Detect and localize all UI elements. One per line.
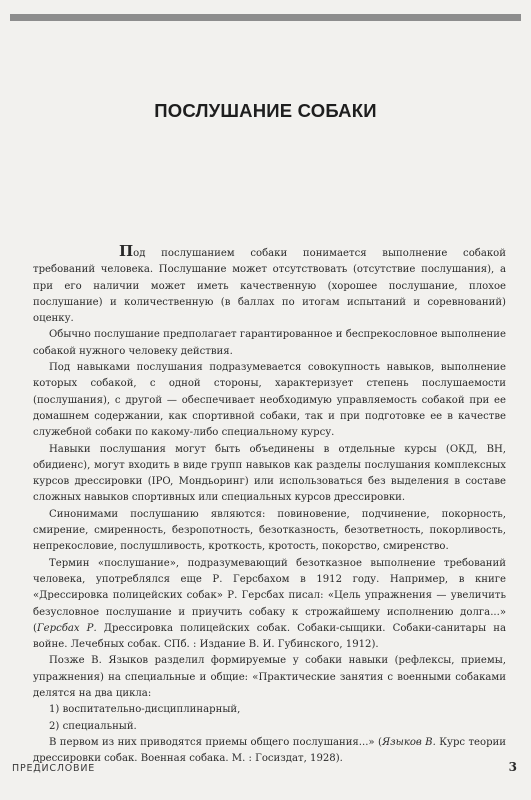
paragraph-6-text: Термин «послушание», подразумевающий безотказное выполнение требований человека, употреблялся еще Р. Герсбахом в 1912 году. Например, в книге «Дрессировка полицейских собак» Р. Герсбах писал: «Цель упражнения — увеличить безусловное послушание и приучить собаку к строжайшему исполнению долга...» (	[33, 557, 506, 634]
paragraph-1-text: од послушанием собаки понимается выполнение собакой требований человека. Послушание может отсутствовать (отсутствие послушания), а при его наличии может иметь качественную (хорошее послушание, плохое послушание) и количественную (в баллах по итогам испытаний и соревнований) оценку.	[33, 248, 506, 325]
citation-yazykov-rest: Курс теории дрессировки собак. Военная собака. М. : Госиздат, 1928).	[33, 736, 506, 765]
paragraph-3: Под навыками послушания подразумевается совокупность навыков, выполнение которых собакой, с одной стороны, характеризует степень послушаемости (послушания), с другой — обеспечивает необходимую управляемость собакой при ее домашнем содержании, как спортивной собаки, так и при подготовке ее в качестве служебной собаки по какому-либо специальному курсу.	[33, 362, 506, 439]
top-rule	[10, 14, 521, 21]
paragraph-6	[33, 556, 506, 654]
paragraph-7: Позже В. Языков разделил формируемые у собаки навыки (рефлексы, приемы, упражнения) на специальные и общие: «Практические занятия с военными собаками делятся на два цикла:	[33, 655, 506, 700]
paragraph-1	[33, 243, 506, 327]
drop-cap: П	[119, 242, 134, 260]
footer-section-label: ПРЕДИСЛОВИЕ	[12, 763, 96, 774]
body-text	[33, 243, 506, 768]
list-item-2: 2) специальный.	[49, 720, 137, 732]
paragraph-4: Навыки послушания могут быть объединены в отдельные курсы (ОКД, ВН, обидиенс), могут входить в виде групп навыков как разделы послушания комплексных курсов дрессировки (IPO, Мондьоринг) или использоваться без выделения в составе сложных навыков спортивных или специальных курсов дрессировки.	[33, 443, 506, 504]
citation-gersbach-rest: Дрессировка полицейских собак. Собаки-сыщики. Собаки-санитары на войне. Лечебных собак. СПб. : Издание В. И. Губинского, 1912).	[33, 622, 506, 651]
paragraph-8-text: В первом из них приводятся приемы общего послушания...» (	[49, 736, 382, 748]
list-item-1: 1) воспитательно-дисциплинарный,	[49, 704, 241, 716]
paragraph-5: Синонимами послушанию являются: повиновение, подчинение, покорность, смирение, смиренность, безропотность, безотказность, безответность, покорливость, непрекословие, послушливость, кроткость, кротость, покорство, смиренство.	[33, 508, 506, 553]
paragraph-2: Обычно послушание предполагает гарантированное и беспрекословное выполнение собакой нужного человеку действия.	[33, 329, 506, 357]
citation-author-yazykov: Языков В.	[381, 736, 436, 748]
citation-author-gersbach: Герсбах Р.	[36, 622, 97, 634]
paragraph-8	[33, 735, 506, 768]
page-number: 3	[508, 760, 517, 774]
chapter-title: ПОСЛУШАНИЕ СОБАКИ	[154, 100, 377, 121]
